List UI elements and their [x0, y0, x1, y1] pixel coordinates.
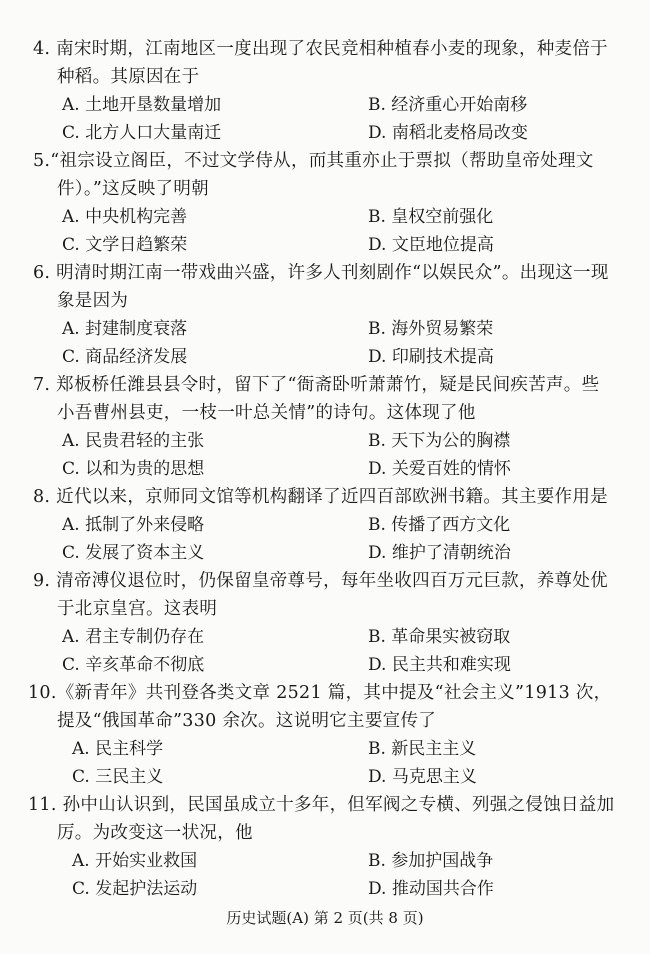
option-a: A. 土地开垦数量增加	[62, 95, 222, 115]
option-d: D. 印刷技术提高	[368, 347, 494, 367]
option-a: A. 民主科学	[72, 739, 164, 759]
option-d: D. 民主共和难实现	[368, 655, 511, 675]
option-c: C. 三民主义	[72, 767, 164, 787]
option-b: B. 天下为公的胸襟	[368, 431, 511, 451]
option-c: C. 发展了资本主义	[62, 543, 205, 563]
option-a: A. 抵制了外来侵略	[62, 515, 205, 535]
question-text: 11. 孙中山认识到，民国虽成立十多年，但军阀之专横、列强之侵蚀日益加	[28, 795, 615, 815]
option-c: C. 发起护法运动	[72, 879, 198, 899]
question-text: 5.“祖宗设立阁臣，不过文学侍从，而其重亦止于票拟（帮助皇帝处理文	[33, 151, 594, 171]
question-text: 象是因为	[57, 291, 129, 311]
question-text: 8. 近代以来，京师同文馆等机构翻译了近四百部欧洲书籍。其主要作用是	[33, 487, 608, 507]
option-c: C. 文学日趋繁荣	[62, 235, 188, 255]
question-text: 种稻。其原因在于	[57, 67, 200, 87]
option-b: B. 海外贸易繁荣	[368, 319, 494, 339]
option-b: B. 参加护国战争	[368, 851, 494, 871]
option-d: D. 南稻北麦格局改变	[368, 123, 528, 143]
option-a: A. 中央机构完善	[62, 207, 188, 227]
question-text: 6. 明清时期江南一带戏曲兴盛，许多人刊刻剧作“以娱民众”。出现这一现	[33, 263, 609, 283]
page-footer: 历史试题(A) 第 2 页(共 8 页)	[226, 909, 424, 927]
option-b: B. 皇权空前强化	[368, 207, 494, 227]
option-a: A. 封建制度衰落	[62, 319, 188, 339]
option-d: D. 马克思主义	[368, 767, 477, 787]
option-b: B. 经济重心开始南移	[368, 95, 528, 115]
option-d: D. 推动国共合作	[368, 879, 494, 899]
option-c: C. 以和为贵的思想	[62, 459, 205, 479]
option-c: C. 商品经济发展	[62, 347, 188, 367]
question-text: 厉。为改变这一状况，他	[57, 823, 253, 843]
option-b: B. 传播了西方文化	[368, 515, 511, 535]
option-b: B. 新民主主义	[368, 739, 477, 759]
question-text: 于北京皇宫。这表明	[57, 599, 218, 619]
option-c: C. 辛亥革命不彻底	[62, 655, 205, 675]
question-text: 4. 南宋时期，江南地区一度出现了农民竞相种植春小麦的现象，种麦倍于	[33, 39, 608, 59]
option-a: A. 民贵君轻的主张	[62, 431, 205, 451]
option-d: D. 维护了清朝统治	[368, 543, 511, 563]
question-text: 件）。”这反映了明朝	[57, 179, 209, 199]
question-text: 提及“俄国革命”330 余次。这说明它主要宣传了	[57, 711, 437, 731]
question-text: 9. 清帝溥仪退位时，仍保留皇帝尊号，每年坐收四百万元巨款，养尊处优	[33, 571, 608, 591]
option-d: D. 文臣地位提高	[368, 235, 494, 255]
question-text: 10.《新青年》共刊登各类文章 2521 篇，其中提及“社会主义”1913 次，	[28, 683, 612, 703]
option-d: D. 关爱百姓的情怀	[368, 459, 511, 479]
option-a: A. 开始实业救国	[72, 851, 198, 871]
option-a: A. 君主专制仍存在	[62, 627, 205, 647]
question-text: 小吾曹州县吏，一枝一叶总关情”的诗句。这体现了他	[57, 403, 476, 423]
option-c: C. 北方人口大量南迁	[62, 123, 222, 143]
question-text: 7. 郑板桥任潍县县令时，留下了“衙斋卧听萧萧竹，疑是民间疾苦声。些	[33, 375, 600, 395]
option-b: B. 革命果实被窃取	[368, 627, 511, 647]
